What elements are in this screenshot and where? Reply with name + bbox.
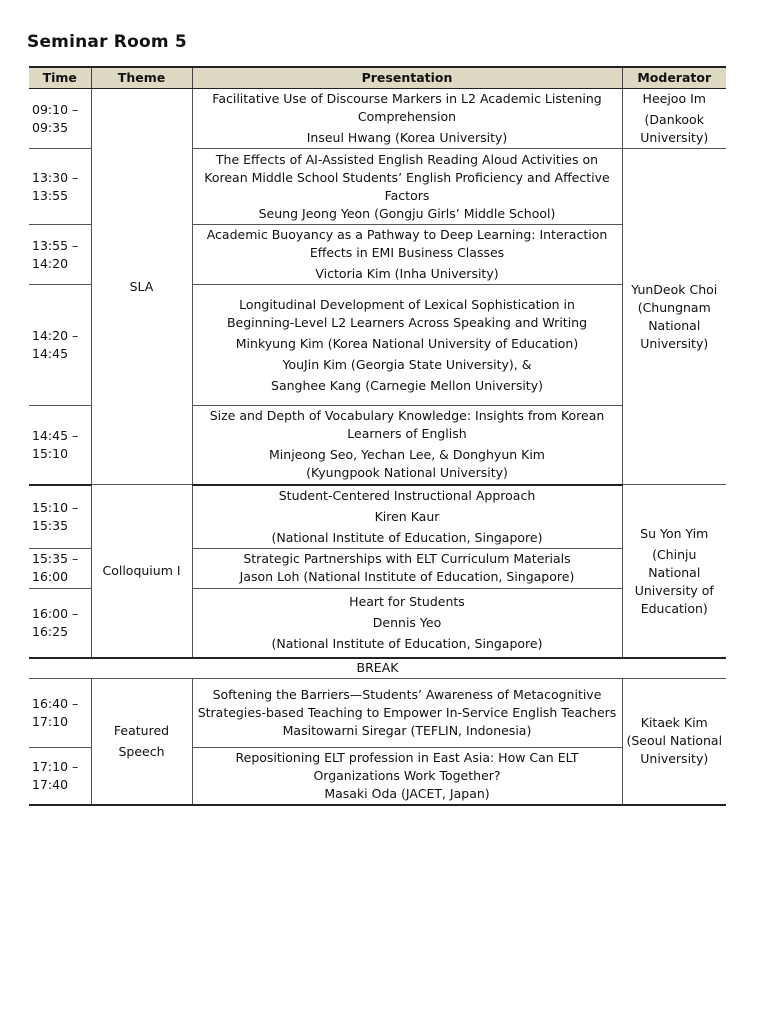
moderator-cell: YunDeok Choi (Chungnam National University) bbox=[622, 149, 726, 485]
presentation-cell bbox=[192, 406, 622, 485]
time-cell: 09:10 – 09:35 bbox=[29, 89, 91, 149]
header-presentation: Presentation bbox=[192, 67, 622, 89]
session-row bbox=[29, 485, 726, 549]
presentation-cell bbox=[192, 285, 622, 406]
presentation-title: Size and Depth of Vocabulary Knowledge: Insights from Korean bbox=[209, 408, 605, 424]
presenter: Masitowarni Siregar (TEFLIN, Indonesia) bbox=[282, 722, 532, 738]
time-cell: 15:10 – 15:35 bbox=[29, 485, 91, 549]
time-cell: 14:45 – 15:10 bbox=[29, 406, 91, 485]
time-cell: 16:40 – 17:10 bbox=[29, 678, 91, 747]
presentation-title: Repositioning ELT profession in East Asia: How Can ELT bbox=[235, 749, 579, 765]
header-time: Time bbox=[29, 67, 91, 89]
presentation-title: Heart for Students bbox=[349, 593, 465, 609]
moderator-cell: Kitaek Kim (Seoul National University) bbox=[622, 678, 726, 805]
presenter: (National Institute of Education, Singapore) bbox=[271, 635, 543, 651]
presentation-cell bbox=[192, 149, 622, 225]
break-row bbox=[29, 658, 726, 678]
presenter: Jason Loh (National Institute of Education, Singapore) bbox=[239, 569, 575, 584]
presentation-title: Strategic Partnerships with ELT Curriculum Materials bbox=[243, 551, 571, 566]
presentation-title: Korean Middle School Students’ English Proficiency and Affective bbox=[204, 169, 610, 185]
header-theme: Theme bbox=[91, 67, 192, 89]
moderator-cell: Heejoo Im (Dankook University) bbox=[622, 89, 726, 149]
presentation-title: Beginning-Level L2 Learners Across Speaking and Writing bbox=[226, 314, 588, 330]
presentation-cell bbox=[192, 678, 622, 747]
header-row bbox=[29, 67, 726, 89]
schedule-table bbox=[29, 66, 726, 806]
presentation-title: Comprehension bbox=[357, 109, 457, 124]
presentation-cell bbox=[192, 548, 622, 588]
presenter: Sanghee Kang (Carnegie Mellon University) bbox=[271, 377, 543, 393]
presentation-title: Effects in EMI Business Classes bbox=[309, 245, 505, 260]
presenter: YouJin Kim (Georgia State University), & bbox=[282, 356, 532, 372]
time-cell: 13:30 – 13:55 bbox=[29, 149, 91, 225]
presentation-title: Student-Centered Instructional Approach bbox=[278, 487, 536, 503]
presentation-cell bbox=[192, 588, 622, 658]
moderator-cell: Su Yon Yim (Chinju National University of Education) bbox=[622, 485, 726, 659]
session-row bbox=[29, 89, 726, 149]
presentation-cell bbox=[192, 225, 622, 285]
presentation-title: Academic Buoyancy as a Pathway to Deep Learning: Interaction bbox=[206, 227, 608, 242]
presentation-title: Softening the Barriers—Students’ Awareness of Metacognitive bbox=[212, 686, 602, 702]
presenter: Minjeong Seo, Yechan Lee, & Donghyun Kim bbox=[269, 447, 545, 463]
time-cell: 14:20 – 14:45 bbox=[29, 285, 91, 406]
presentation-title: Facilitative Use of Discourse Markers in L2 Academic Listening bbox=[212, 91, 602, 106]
presentation-title: Strategies-based Teaching to Empower In-Service English Teachers bbox=[197, 704, 617, 720]
presenter: (National Institute of Education, Singapore) bbox=[271, 529, 543, 545]
header-moderator: Moderator bbox=[622, 67, 726, 89]
presentation-cell bbox=[192, 747, 622, 805]
presenter: Victoria Kim (Inha University) bbox=[315, 266, 499, 281]
presentation-title: Learners of English bbox=[347, 426, 467, 442]
presenter: Masaki Oda (JACET, Japan) bbox=[324, 785, 490, 801]
presenter: Inseul Hwang (Korea University) bbox=[306, 130, 508, 145]
theme-cell: Colloquium I bbox=[91, 485, 192, 659]
presentation-cell bbox=[192, 89, 622, 149]
time-cell: 16:00 – 16:25 bbox=[29, 588, 91, 658]
presenter: Kiren Kaur bbox=[374, 508, 440, 524]
presenter: (Kyungpook National University) bbox=[306, 465, 508, 481]
time-cell: 17:10 – 17:40 bbox=[29, 747, 91, 805]
page-title: Seminar Room 5 bbox=[27, 32, 187, 52]
presentation-cell bbox=[192, 485, 622, 549]
presentation-title: The Effects of AI-Assisted English Reading Aloud Activities on bbox=[215, 151, 599, 167]
presenter: Seung Jeong Yeon (Gongju Girls’ Middle School) bbox=[258, 205, 556, 221]
presenter: Minkyung Kim (Korea National University of Education) bbox=[235, 335, 579, 351]
session-row bbox=[29, 678, 726, 747]
presentation-title: Longitudinal Development of Lexical Sophistication in bbox=[239, 296, 575, 312]
time-cell: 15:35 – 16:00 bbox=[29, 548, 91, 588]
theme-cell: SLA bbox=[91, 89, 192, 485]
break-label: BREAK bbox=[29, 658, 726, 678]
theme-cell: Featured Speech bbox=[91, 678, 192, 805]
presentation-title: Organizations Work Together? bbox=[313, 767, 501, 783]
time-cell: 13:55 – 14:20 bbox=[29, 225, 91, 285]
presentation-title: Factors bbox=[384, 187, 430, 203]
presenter: Dennis Yeo bbox=[372, 614, 442, 630]
